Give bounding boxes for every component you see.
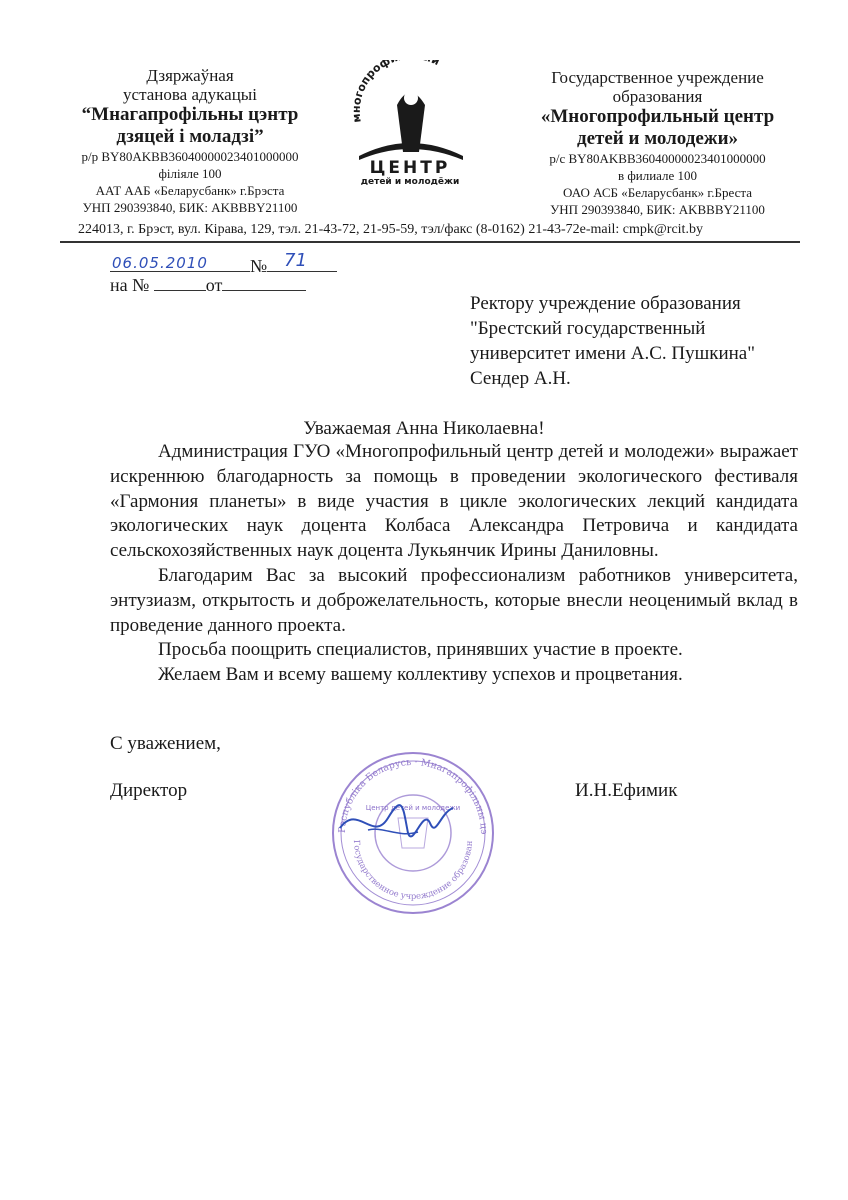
header-right-block: [525, 68, 790, 218]
closing: С уважением,: [110, 733, 221, 754]
handwritten-number: 71: [284, 250, 307, 271]
recipient-line: Ректору учреждение образования: [470, 293, 741, 314]
official-stamp: [328, 748, 498, 918]
logo-arc-text: многопроф й: [349, 60, 442, 124]
ref-no-label: №: [250, 256, 268, 276]
header-right-line2: образования: [612, 87, 703, 106]
recipient-block: [470, 291, 800, 391]
header-left-line1: Дзяржаўная: [146, 66, 234, 85]
incoming-ref-line: [110, 275, 306, 296]
recipient-line: "Брестский государственный: [470, 318, 706, 339]
signatory-name: И.Н.Ефимик: [575, 780, 678, 801]
signatory-role: Директор: [110, 780, 188, 801]
handwritten-date: 06.05.2010: [112, 254, 208, 272]
stamp-seal-icon: [328, 748, 498, 918]
header-left-branch: філіяле 100: [158, 166, 222, 181]
ref-on-label: на №: [110, 275, 150, 295]
header-right-name2: детей и молодежи»: [576, 128, 739, 149]
header-left-account: р/р BY80AKBB36040000023401000000: [81, 149, 299, 164]
header-left-name2: дзяцей і моладзі”: [116, 126, 264, 147]
recipient-line: Сендер А.Н.: [470, 368, 571, 389]
header-right-account: р/с BY80AKBB36040000023401000000: [549, 151, 766, 166]
organization-logo: [345, 60, 475, 185]
logo-subtitle: детей и молодёжи: [360, 177, 460, 185]
header-right-line1: Государственное учреждение: [551, 68, 764, 87]
stamp-inner-text: Центр детей и молодежи: [365, 804, 461, 812]
logo-graphic: [345, 60, 475, 185]
body-paragraph: Администрация ГУО «Многопрофильный центр детей и молодежи» выражает искреннюю благодарность за помощь в проведении экологического фестиваля «Гармония планеты» в виде участия в цикле экологических лекций кандидата экологических наук доцента Колбаса Александра Петровича и кандидата сельскохозяйственных наук доцента Лукьянчик Ирины Даниловны.: [110, 441, 798, 562]
header-right-name1: «Многопрофильный центр: [540, 106, 775, 127]
letter-body: [110, 440, 798, 688]
header-left-block: [60, 66, 320, 216]
header-left-name1: “Мнагапрофільны цэнтр: [81, 104, 299, 125]
header-right-branch: в филиале 100: [617, 168, 698, 183]
stamp-bottom-text: Государственное учреждение образован: [350, 839, 476, 903]
salutation: Уважаемая Анна Николаевна!: [303, 418, 545, 439]
body-paragraph: Благодарим Вас за высокий профессионализм работников университета, энтузиазм, открытость и доброжелательность, которые внесли неоценимый вклад в проведение данного проекта.: [110, 564, 798, 636]
header-left-bank: ААТ ААБ «Беларусбанк» г.Брэста: [95, 183, 285, 198]
recipient-line: университет имени А.С. Пушкина": [470, 343, 755, 364]
ref-from-label: от: [205, 275, 223, 295]
header-right-ids: УНП 290393840, БИК: AKBBBY21100: [550, 202, 765, 217]
header-contact-line: 224013, г. Брэст, вул. Кірава, 129, тэл. 21-43-72, 21-95-59, тэл/факс (8-0162) 21-43-72e-mail: cmpk@rcit.by: [78, 222, 703, 237]
body-paragraph: Просьба поощрить специалистов, принявших участие в проекте.: [158, 639, 683, 661]
logo-word: ЦЕНТР: [369, 158, 451, 178]
header-divider: [60, 241, 800, 243]
header-left-ids: УНП 290393840, БИК: AKBBBY21100: [82, 200, 298, 215]
stamp-outer-text: Рэспубліка Беларусь · Мнагапрофільны цэ: [336, 756, 490, 835]
body-paragraph: Желаем Вам и всему вашему коллективу успехов и процветания.: [158, 664, 683, 686]
header-left-line2: установа адукацыі: [123, 85, 257, 104]
header-right-bank: ОАО АСБ «Беларусбанк» г.Бреста: [563, 185, 752, 200]
